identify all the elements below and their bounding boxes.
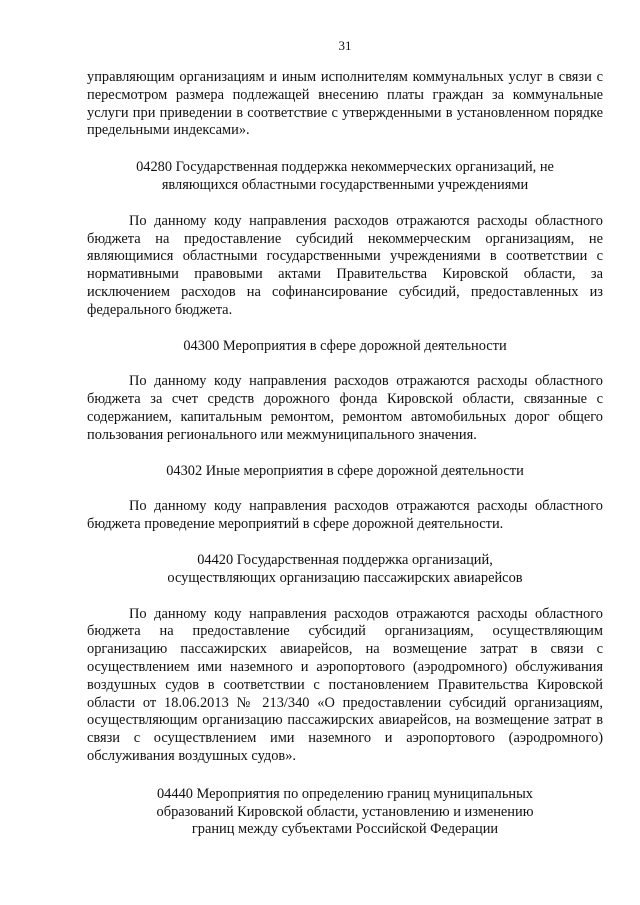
paragraph-continuation: управляющим организациям и иным исполнителям коммунальных услуг в связи с пересмотром размера подлежащей внесению платы граждан за коммунальные услуги при приведении в соответствие с утвержденными в установленном порядке предельными индексами».	[87, 69, 603, 139]
heading-line: границ между субъектами Российской Федерации	[191, 821, 499, 838]
paragraph-04280: По данному коду направления расходов отражаются расходы областного бюджета на предоставление субсидий некоммерческим организациям, не являющимися областными государственными учреждениями в соответствии с нормативными правовыми актами Правительства Кировской области, за исключением расходов на софинансирование субсидий, предоставленных из федерального бюджета.	[87, 212, 603, 318]
section-heading-04300	[87, 338, 603, 356]
heading-line: 04300 Мероприятия в сфере дорожной деятельности	[183, 337, 507, 354]
paragraph-04420: По данному коду направления расходов отражаются расходы областного бюджета на предоставление субсидий организациям, осуществляющим организацию пассажирских авиарейсов, на возмещение затрат в связи с осуществлением ими наземного и аэропортового (аэродромного) обслуживания воздушных судов в соответствии с постановлением Правительства Кировской области от 18.06.2013 № 213/340 «О предоставлении субсидий организациям, осуществляющим организацию пассажирских авиарейсов, на возмещение затрат в связи с осуществлением ими наземного и аэропортового (аэродромного) обслуживания воздушных судов».	[87, 605, 603, 764]
heading-line: являющихся областными государственными учреждениями	[161, 176, 529, 193]
section-heading-04280	[87, 159, 603, 195]
heading-line: 04440 Мероприятия по определению границ муниципальных	[156, 785, 533, 802]
heading-line: 04420 Государственная поддержка организаций,	[197, 551, 493, 568]
heading-line: образований Кировской области, установлению и изменению	[156, 803, 534, 820]
section-heading-04302	[87, 463, 603, 481]
heading-line: осуществляющих организацию пассажирских авиарейсов	[167, 569, 523, 586]
heading-line: 04302 Иные мероприятия в сфере дорожной деятельности	[166, 462, 524, 479]
section-heading-04440	[87, 786, 603, 839]
paragraph-04302: По данному коду направления расходов отражаются расходы областного бюджета проведение мероприятий в сфере дорожной деятельности.	[87, 498, 603, 533]
page-number: 31	[338, 38, 352, 53]
paragraph-04300: По данному коду направления расходов отражаются расходы областного бюджета за счет средств дорожного фонда Кировской области, связанные с содержанием, капитальным ремонтом, ремонтом автомобильных дорог общего пользования регионального или межмуниципального значения.	[87, 373, 603, 443]
section-heading-04420	[87, 552, 603, 588]
heading-line: 04280 Государственная поддержка некоммерческих организаций, не	[136, 159, 554, 176]
